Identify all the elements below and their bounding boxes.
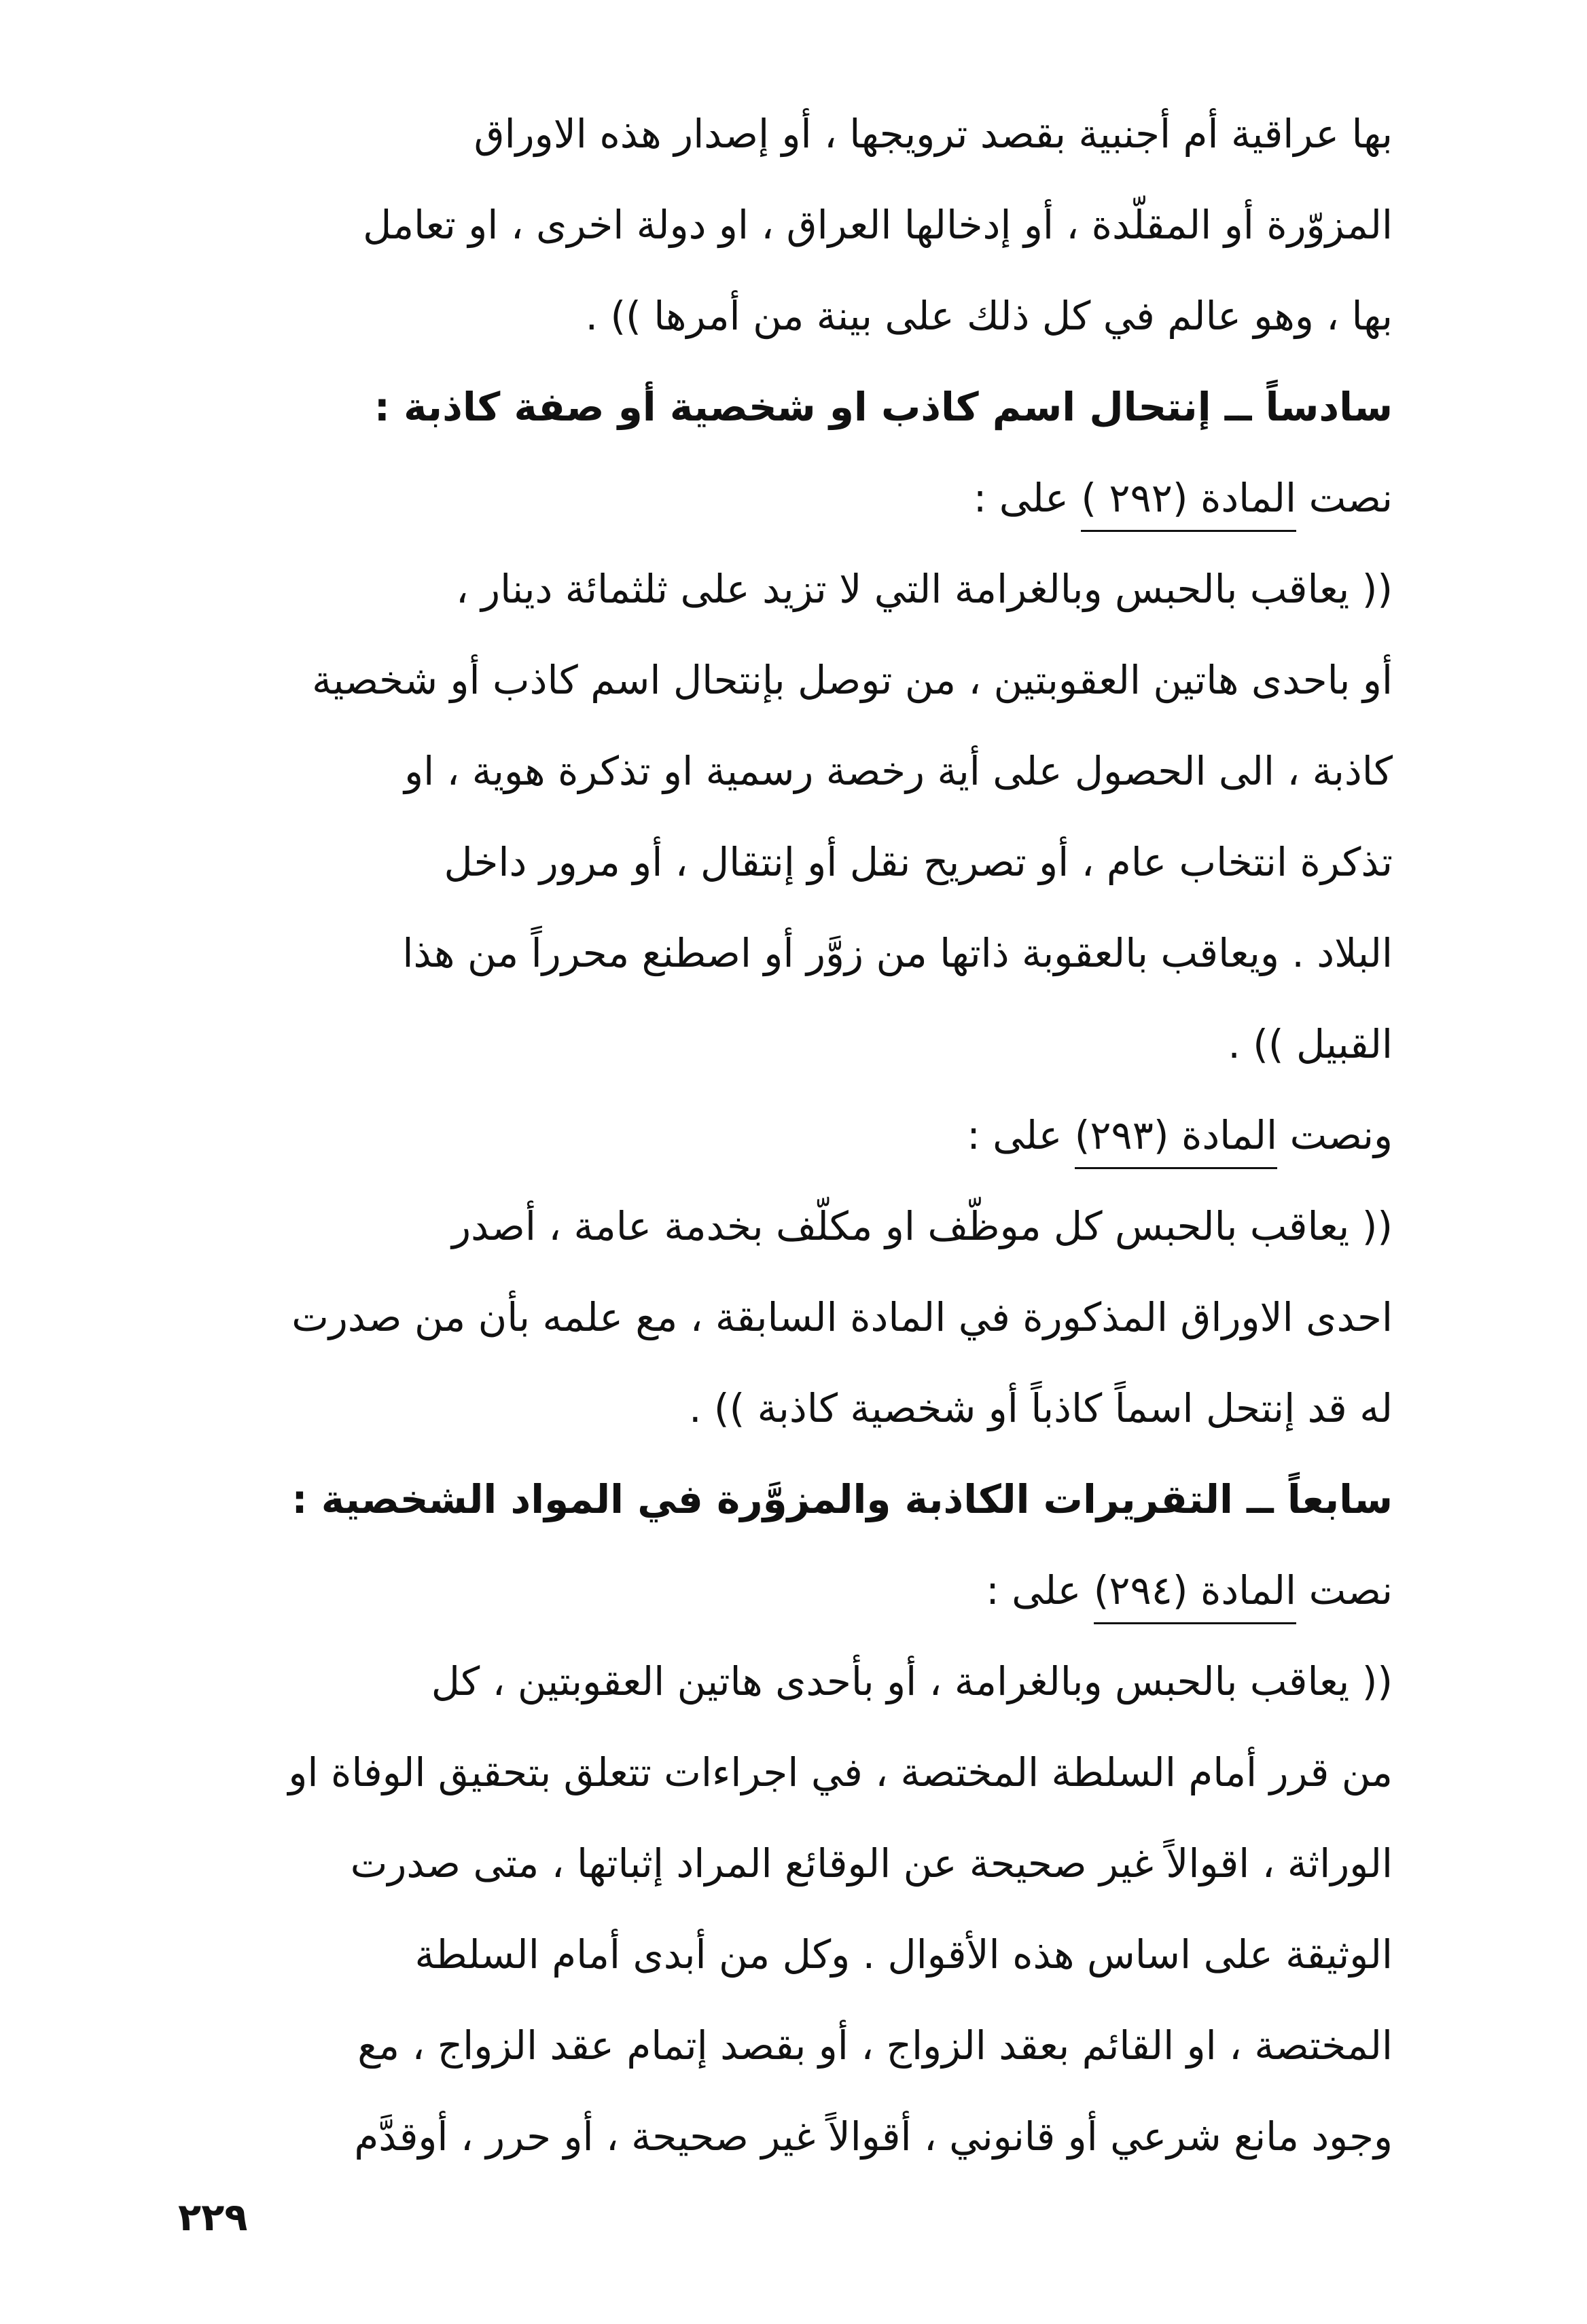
- text-line: القبيل )) .: [1228, 1021, 1393, 1067]
- article-reference-line: [197, 452, 1393, 543]
- text-line: الوثيقة على اساس هذه الأقوال . وكل من أبدى أمام السلطة: [414, 1931, 1393, 1978]
- text-line: (( يعاقب بالحبس وبالغرامة ، أو بأحدى هاتين العقوبتين ، كل: [431, 1658, 1393, 1704]
- text-line: المختصة ، او القائم بعقد الزواج ، أو بقصد إتمام عقد الزواج ، مع: [357, 2022, 1393, 2069]
- text-fragment: ونصت: [1277, 1112, 1393, 1158]
- article-reference-line: [197, 1545, 1393, 1636]
- text-line: (( يعاقب بالحبس كل موظّف او مكلّف بخدمة عامة ، أصدر: [452, 1203, 1393, 1249]
- text-line: البلاد . ويعاقب بالعقوبة ذاتها من زوَّر أو اصطنع محرراً من هذا: [402, 930, 1393, 976]
- text-line: تذكرة انتخاب عام ، أو تصريح نقل أو إنتقال ، أو مرور داخل: [444, 839, 1393, 885]
- article-number-underlined: المادة (٢٩٢ ): [1081, 475, 1297, 521]
- text-fragment: على :: [973, 475, 1082, 521]
- text-line: له قد إنتحل اسماً كاذباً أو شخصية كاذبة )) .: [689, 1385, 1393, 1431]
- section-heading: سابعاً ــ التقريرات الكاذبة والمزوَّرة في المواد الشخصية :: [291, 1476, 1393, 1522]
- text-line: الوراثة ، اقوالاً غير صحيحة عن الوقائع المراد إثباتها ، متى صدرت: [350, 1840, 1393, 1887]
- document-body: [197, 88, 1393, 2182]
- article-number-underlined: المادة (٢٩٤): [1093, 1567, 1297, 1613]
- text-line: احدى الاوراق المذكورة في المادة السابقة ، مع علمه بأن من صدرت: [291, 1294, 1393, 1340]
- text-fragment: نصت: [1296, 1567, 1393, 1613]
- text-line: كاذبة ، الى الحصول على أية رخصة رسمية او تذكرة هوية ، او: [404, 748, 1393, 794]
- article-number-underlined: المادة (٢٩٣): [1074, 1112, 1278, 1158]
- text-line: بها ، وهو عالم في كل ذلك على بينة من أمرها )) .: [585, 293, 1393, 339]
- text-line: من قرر أمام السلطة المختصة ، في اجراءات تتعلق بتحقيق الوفاة او: [288, 1749, 1393, 1795]
- text-line: وجود مانع شرعي أو قانوني ، أقوالاً غير صحيحة ، أو حرر ، أوقدَّم: [354, 2113, 1393, 2160]
- text-fragment: على :: [986, 1567, 1094, 1613]
- page-number: ٢٢٩: [178, 2196, 248, 2240]
- article-reference-line: [197, 1090, 1393, 1181]
- text-line: المزوّرة أو المقلّدة ، أو إدخالها العراق ، او دولة اخرى ، او تعامل: [363, 202, 1393, 248]
- text-fragment: على :: [967, 1112, 1075, 1158]
- text-line: (( يعاقب بالحبس وبالغرامة التي لا تزيد على ثلثمائة دينار ،: [456, 566, 1393, 612]
- text-fragment: نصت: [1296, 475, 1393, 521]
- section-heading: سادساً ــ إنتحال اسم كاذب او شخصية أو صفة كاذبة :: [374, 384, 1393, 430]
- text-line: أو باحدى هاتين العقوبتين ، من توصل بإنتحال اسم كاذب أو شخصية: [312, 657, 1393, 703]
- text-line: بها عراقية أم أجنبية بقصد ترويجها ، أو إصدار هذه الاوراق: [474, 111, 1393, 157]
